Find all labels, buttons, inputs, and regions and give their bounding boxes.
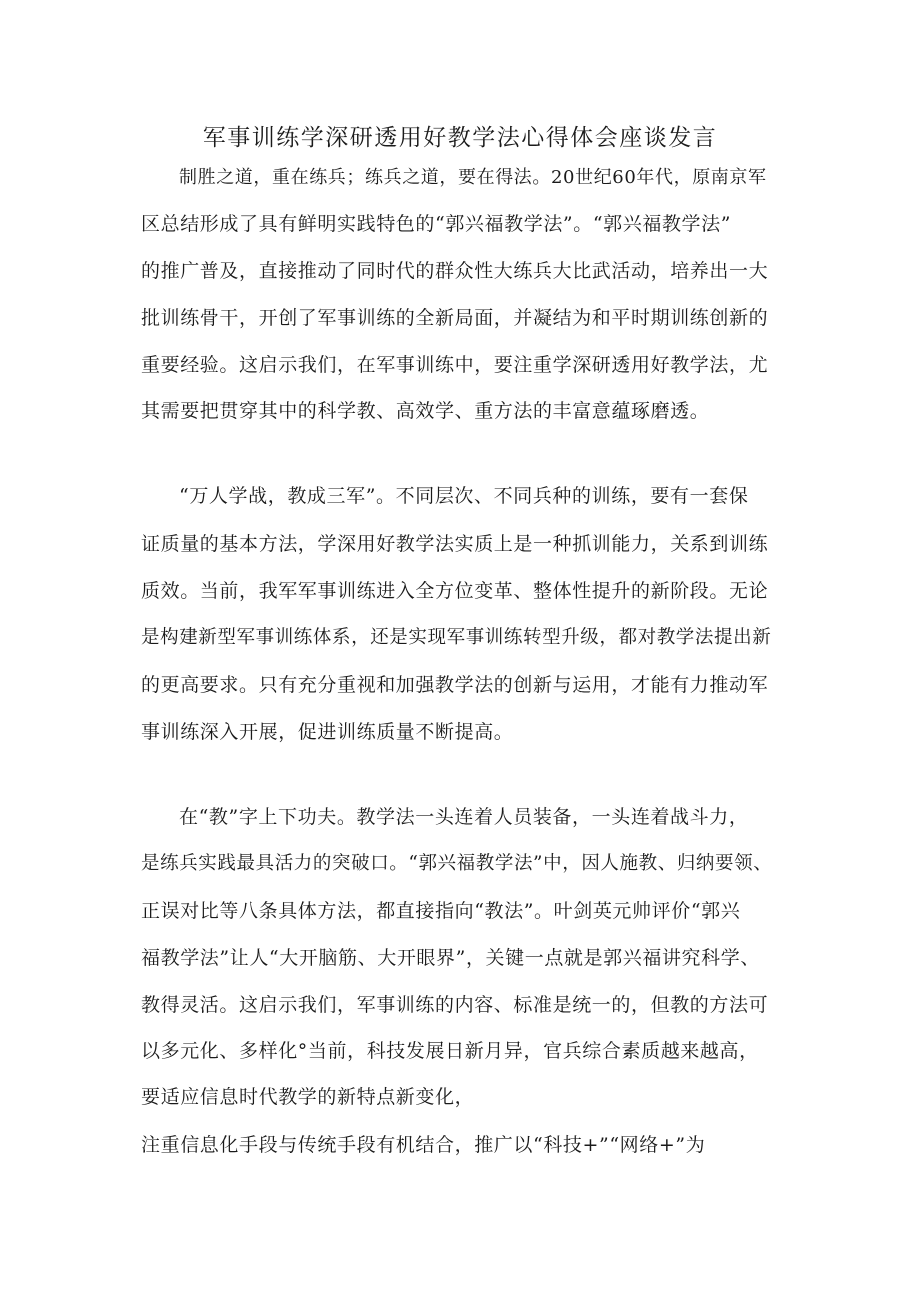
document-title: 军事训练学深研透用好教学法心得体会座谈发言 [202,125,718,151]
paragraph-3-line-2: 是练兵实践最具活力的突破口。“郭兴福教学法”中，因人施教、归纳要领、 [141,853,773,874]
paragraph-2-line-1: “万人学战，教成三军”。不同层次、不同兵种的训练，要有一套保 [179,485,749,507]
paragraph-3-line-4: 福教学法”让人“大开脑筋、大开眼界”，关键一点就是郭兴福讲究科学、 [141,947,760,969]
paragraph-1-line-4: 批训练骨干，开创了军事训练的全新局面，并凝结为和平时期训练创新的 [141,307,769,329]
paragraph-3-line-3: 正误对比等八条具体方法，都直接指向“教法”。叶剑英元帅评价“郭兴 [141,900,741,922]
paragraph-1-line-3: 的推广普及，直接推动了同时代的群众性大练兵大比武活动，培养出一大 [141,260,769,282]
paragraph-2-line-4: 是构建新型军事训练体系，还是实现军事训练转型升级，都对教学法提出新 [141,627,772,648]
paragraph-3-line-1: 在“教”字上下功夫。教学法一头连着人员装备，一头连着战斗力， [179,806,749,828]
paragraph-2-line-2: 证质量的基本方法，学深用好教学法实质上是一种抓训能力，关系到训练 [141,533,769,555]
paragraph-2-line-3: 质效。当前，我军军事训练进入全方位变革、整体性提升的新阶段。无论 [141,580,769,602]
paragraph-1-line-5: 重要经验。这启示我们，在军事训练中，要注重学深研透用好教学法，尤 [141,354,769,376]
paragraph-3-line-5: 教得灵活。这启示我们，军事训练的内容、标准是统一的，但教的方法可 [141,994,769,1016]
paragraph-4-line-1: 注重信息化手段与传统手段有机结合，推广以“科技+”“网络+”为 [141,1134,706,1156]
paragraph-1-line-1: 制胜之道，重在练兵；练兵之道，要在得法。20世纪60年代，原南京军 [179,167,767,188]
paragraph-2-line-5: 的更高要求。只有充分重视和加强教学法的创新与运用，才能有力推动军 [141,674,769,696]
paragraph-1-line-6: 其需要把贯穿其中的科学教、高效学、重方法的丰富意蕴琢磨透。 [141,400,710,422]
paragraph-1-line-2: 区总结形成了具有鲜明实践特色的“郭兴福教学法”。“郭兴福教学法” [141,213,732,235]
paragraph-3-line-7: 要适应信息时代教学的新特点新变化， [141,1086,475,1108]
paragraph-2-line-6: 事训练深入开展，促进训练质量不断提高。 [141,721,514,743]
paragraph-3-line-6: 以多元化、多样化°当前，科技发展日新月异，官兵综合素质越来越高， [141,1040,759,1062]
